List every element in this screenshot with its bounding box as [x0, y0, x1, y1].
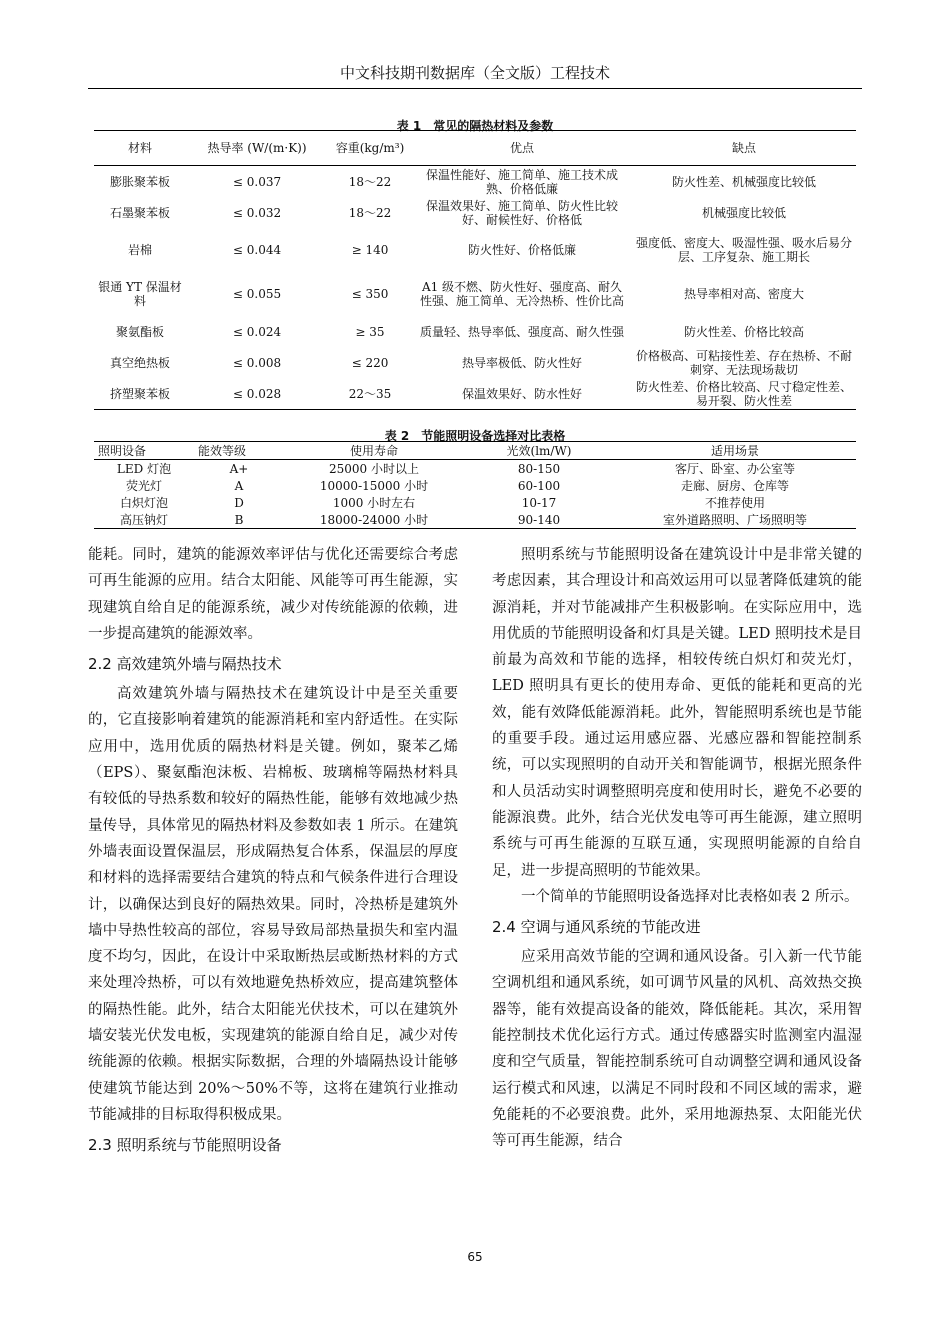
table-cell: 防火性差、价格比较高 [683, 324, 804, 339]
table-cell: ≤ 0.024 [232, 324, 282, 339]
table-cell: 客厅、卧室、办公室等 [674, 461, 795, 476]
table-cell: 热导率极低、防火性好 [461, 355, 582, 370]
table-row [94, 166, 856, 198]
table-row [94, 228, 856, 272]
table-cell: 石墨聚苯板 [109, 205, 170, 220]
section-heading: 2.2 高效建筑外墙与隔热技术 [88, 655, 282, 674]
table-cell: 挤塑聚苯板 [109, 386, 170, 401]
table-cell: 保温效果好、施工简单、防火性比较好、耐候性好、价格低 [425, 198, 618, 227]
table-cell: A [234, 478, 244, 493]
table-cell: 80-150 [517, 461, 561, 476]
table-cell: 高压钠灯 [119, 512, 168, 527]
table-cell: 22～35 [348, 386, 392, 401]
table1-header-cell: 容重(kg/m³) [328, 131, 412, 166]
left-column [88, 542, 458, 1162]
table-cell: 60-100 [517, 478, 561, 493]
insulation-materials-table [94, 130, 856, 410]
table-cell: ≤ 0.032 [232, 205, 282, 220]
table-cell: 18～22 [348, 174, 392, 189]
page-number: 65 [467, 1250, 483, 1264]
table-cell: 保温性能好、施工简单、施工技术成熟、价格低廉 [425, 167, 618, 196]
table-cell: 机械强度比较低 [701, 205, 786, 220]
table-cell: 防火性差、价格比较高、尺寸稳定性差、易开裂、防火性差 [636, 379, 853, 408]
table-cell: 25000 小时以上 [329, 461, 419, 476]
table-cell: A1 级不燃、防火性好、强度高、耐久性强、施工简单、无冷热桥、性价比高 [419, 280, 624, 308]
table2-header-cell: 光效(lm/W) [464, 442, 614, 460]
table-cell: 10-17 [521, 495, 557, 510]
paragraph: 应采用高效节能的空调和通风设备。引入新一代节能空调机组和通风系统，如可调节风量的风机、高效热交换器等，能有效提高设备的能效，降低能耗。其次，采用智能控制技术优化运行方式。通过传感器实时监测室内温湿度和空气质量，智能控制系统可自动调整空调和通风设备运行模式和风速，以满足不同时段和不同区域的需求，避免能耗的不必要浪费。此外，采用地源热泵、太阳能光伏等可再生能源，结合 [492, 949, 862, 1150]
table2-header-cell: 能效等级 [194, 442, 284, 460]
table-cell: 不推荐使用 [704, 495, 765, 510]
table-cell: 银通 YT 保温材料 [98, 280, 182, 308]
lighting-comparison-table [94, 441, 856, 529]
table2-header-cell: 适用场景 [614, 442, 856, 460]
table2-header-row [94, 442, 856, 460]
paragraph: 能耗。同时，建筑的能源效率评估与优化还需要综合考虑可再生能源的应用。结合太阳能、风能等可再生能源，实现建筑自给自足的能源系统，减少对传统能源的依赖，进一步提高建筑的能源效率。 [88, 547, 458, 642]
journal-header: 中文科技期刊数据库（全文版）工程技术 [339, 64, 610, 82]
table-cell: 岩棉 [127, 243, 152, 257]
table-cell: LED 灯泡 [116, 461, 172, 476]
table-cell: 热导率相对高、密度大 [683, 287, 804, 301]
table2-caption: 表 2 节能照明设备选择对比表格 [384, 429, 566, 443]
table-cell: ≤ 0.037 [232, 174, 282, 189]
table-cell: B [234, 512, 244, 527]
table1-caption: 表 1 常见的隔热材料及参数 [396, 119, 554, 133]
table-cell: ≤ 0.008 [232, 355, 282, 370]
table-cell: 走廊、厨房、仓库等 [680, 478, 789, 493]
table-cell: 10000-15000 小时 [319, 478, 429, 493]
table-cell: ≤ 0.044 [232, 243, 282, 257]
table-cell: ≤ 0.028 [232, 386, 282, 401]
table-cell: 荧光灯 [125, 478, 162, 493]
table-row [94, 494, 856, 511]
table-cell: ≥ 140 [351, 243, 389, 257]
table2-header-cell: 使用寿命 [284, 442, 464, 460]
table-row [94, 378, 856, 410]
table-cell: 白炽灯泡 [119, 495, 168, 510]
table-row [94, 272, 856, 316]
table-cell: 18000-24000 小时 [319, 512, 429, 527]
paragraph: 一个简单的节能照明设备选择对比表格如表 2 所示。 [521, 888, 859, 905]
table1-header-cell: 材料 [94, 131, 186, 166]
table-cell: ≤ 220 [351, 355, 389, 370]
table-cell: 质量轻、热导率低、强度高、耐久性强 [419, 324, 624, 339]
table-cell: 价格极高、可粘接性差、存在热桥、不耐刺穿、无法现场裁切 [636, 348, 853, 377]
table-row [94, 316, 856, 347]
paragraph: 照明系统与节能照明设备在建筑设计中是非常关键的考虑因素，其合理设计和高效运用可以显著降低建筑的能源消耗，并对节能减排产生积极影响。在实际应用中，选用优质的节能照明设备和灯具是关键。LED 照明技术是目前最为高效和节能的选择，相较传统白炽灯和荧光灯，LED 照明具有更长的使用寿命、更低的能耗和更高的光效，能有效降低能源消耗。此外，智能照明系统也是节能的重要手段。通过运用感应器、光感应器和智能控制系统，可以实现照明的自动开关和智能调节，根据光照条件和人员活动实时调整照明亮度和使用时长，避免不必要的能源浪费。此外，结合光伏发电等可再生能源，建立照明系统与可再生能源的互联互通，实现照明能源的自给自足，进一步提高照明的节能效果。 [492, 547, 862, 879]
paragraph: 高效建筑外墙与隔热技术在建筑设计中是至关重要的，它直接影响着建筑的能源消耗和室内舒适性。在实际应用中，选用优质的隔热材料是关键。例如，聚苯乙烯（EPS）、聚氨酯泡沫板、岩棉板、玻璃棉等隔热材料具有较低的导热系数和较好的隔热性能，能够有效地减少热量传导，具体常见的隔热材料及参数如表 1 所示。在建筑外墙表面设置保温层，形成隔热复合体系，保温层的厚度和材料的选择需要结合建筑的特点和气候条件进行合理设计，以确保达到良好的隔热效果。同时，冷热桥是建筑外墙中导热性较高的部位，容易导致局部热量损失和室内温度不均匀，因此，在设计中采取断热层或断热材料的方式来处理冷热桥，可以有效地避免热桥效应，提高建筑整体的隔热性能。此外，结合太阳能光伏技术，可以在建筑外墙安装光伏发电板，实现建筑的能源自给自足，减少对传统能源的依赖。根据实际数据，合理的外墙隔热设计能够使建筑节能达到 20%～50%不等，这将在建筑行业推动节能减排的目标取得积极成果。 [88, 686, 458, 1123]
table-cell: 18～22 [348, 205, 392, 220]
right-column [492, 542, 862, 1155]
table-cell: 强度低、密度大、吸湿性强、吸水后易分层、工序复杂、施工期长 [636, 236, 853, 264]
table-row [94, 460, 856, 478]
table2-header-cell: 照明设备 [94, 442, 194, 460]
table1-header-row [94, 131, 856, 166]
header-rule [88, 88, 862, 89]
table-cell: 膨胀聚苯板 [109, 174, 170, 189]
table1-header-cell: 热导率 (W/(m·K)) [186, 131, 328, 166]
table-cell: ≤ 350 [351, 287, 389, 301]
table-cell: 真空绝热板 [109, 355, 170, 370]
section-heading: 2.4 空调与通风系统的节能改进 [492, 918, 701, 937]
table-cell: A+ [229, 461, 249, 476]
table-cell: 1000 小时左右 [332, 495, 416, 510]
table-cell: 防火性差、机械强度比较低 [671, 174, 816, 189]
table-row [94, 347, 856, 378]
table1-header-cell: 缺点 [632, 131, 856, 166]
table-cell: 90-140 [517, 512, 561, 527]
table-row [94, 477, 856, 494]
section-heading: 2.3 照明系统与节能照明设备 [88, 1136, 282, 1155]
table-cell: 室外道路照明、广场照明等 [662, 512, 807, 527]
table-cell: D [234, 495, 244, 510]
table-row [94, 197, 856, 228]
table1-header-cell: 优点 [412, 131, 632, 166]
table-cell: 保温效果好、防水性好 [461, 386, 582, 401]
table-cell: ≥ 35 [355, 324, 385, 339]
table-cell: 聚氨酯板 [115, 324, 164, 339]
table-row [94, 511, 856, 529]
table-cell: 防火性好、价格低廉 [467, 243, 576, 257]
table-cell: ≤ 0.055 [232, 287, 282, 301]
